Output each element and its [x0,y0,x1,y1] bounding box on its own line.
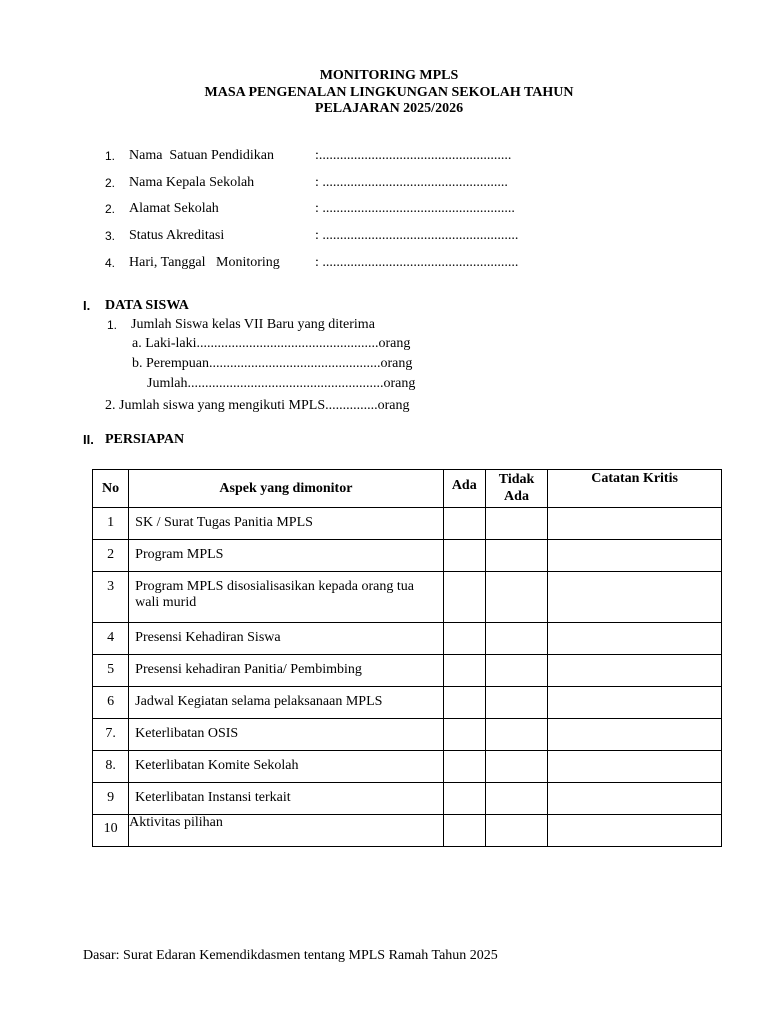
row-aspect: Presensi Kehadiran Siswa [129,623,444,655]
info-label: Hari, Tanggal Monitoring [129,255,280,270]
catatan-cell[interactable] [548,719,722,751]
catatan-cell[interactable] [548,508,722,540]
info-label: Nama Kepala Sekolah [129,175,255,190]
row-number: 8. [93,751,129,783]
ada-cell[interactable] [443,687,485,719]
info-number: 4. [105,256,116,270]
table-header-row [93,470,722,508]
ada-cell[interactable] [443,540,485,572]
column-header-tidak-line2: Ada [504,489,529,504]
tidak-ada-cell[interactable] [485,572,547,623]
tidak-ada-cell[interactable] [485,751,547,783]
info-fill-line[interactable]: : ..................................................... [315,175,508,190]
ada-cell[interactable] [443,719,485,751]
footer-basis-note: Dasar: Surat Edaran Kemendikdasmen tentang MPLS Ramah Tahun 2025 [83,948,498,963]
section-number: II. [83,432,94,447]
info-label: Nama Satuan Pendidikan [129,148,275,163]
catatan-cell[interactable] [548,655,722,687]
ada-cell[interactable] [443,751,485,783]
table-row [93,751,722,783]
tidak-ada-cell[interactable] [485,815,547,847]
table-row [93,655,722,687]
student-count-item [107,316,117,335]
tidak-ada-cell[interactable] [485,719,547,751]
student-count-label: Jumlah Siswa kelas VII Baru yang diterima [131,317,375,332]
catatan-cell[interactable] [548,540,722,572]
column-header-no: No [93,470,129,508]
total-count-line[interactable]: Jumlah........................................................orang [147,376,416,391]
item-number: 1. [107,318,118,332]
monitoring-table [92,469,722,847]
row-number: 1 [93,508,129,540]
catatan-cell[interactable] [548,815,722,847]
tidak-ada-cell[interactable] [485,687,547,719]
section-title: PERSIAPAN [105,432,185,447]
info-number: 2. [105,176,116,190]
row-aspect: Aktivitas pilihan [129,815,444,847]
section-number: I. [83,298,91,313]
row-number: 2 [93,540,129,572]
info-label: Status Akreditasi [129,228,225,243]
ada-cell[interactable] [443,508,485,540]
catatan-cell[interactable] [548,687,722,719]
row-aspect: SK / Surat Tugas Panitia MPLS [129,508,444,540]
row-aspect: Program MPLS disosialisasikan kepada orang tua wali murid [129,572,444,623]
info-number: 3. [105,229,116,243]
catatan-cell[interactable] [548,623,722,655]
column-header-aspek: Aspek yang dimonitor [129,470,444,508]
row-number: 6 [93,687,129,719]
info-label: Alamat Sekolah [129,201,219,216]
tidak-ada-cell[interactable] [485,783,547,815]
row-aspect: Jadwal Kegiatan selama pelaksanaan MPLS [129,687,444,719]
info-fill-line[interactable]: : ........................................................ [315,255,519,270]
section-title: DATA SISWA [105,298,189,313]
table-row [93,687,722,719]
document-subtitle-line2: PELAJARAN 2025/2026 [314,101,464,116]
tidak-ada-cell[interactable] [485,508,547,540]
row-number: 7. [93,719,129,751]
tidak-ada-cell[interactable] [485,655,547,687]
table-row [93,623,722,655]
document-title: MONITORING MPLS [319,68,459,83]
column-header-tidak-ada [485,470,547,508]
row-aspect: Keterlibatan Instansi terkait [129,783,444,815]
row-number: 10 [93,815,129,847]
info-fill-line[interactable]: : ........................................................ [315,228,519,243]
row-number: 9 [93,783,129,815]
ada-cell[interactable] [443,572,485,623]
row-number: 5 [93,655,129,687]
table-row [93,540,722,572]
column-header-catatan: Catatan Kritis [548,470,722,508]
catatan-cell[interactable] [548,783,722,815]
female-count-line[interactable]: b. Perempuan.................................................orang [132,356,413,371]
row-aspect: Keterlibatan Komite Sekolah [129,751,444,783]
column-header-ada: Ada [443,470,485,508]
document-subtitle-line1: MASA PENGENALAN LINGKUNGAN SEKOLAH TAHUN [204,85,574,100]
info-fill-line[interactable]: : ....................................................... [315,201,515,216]
tidak-ada-cell[interactable] [485,540,547,572]
row-number: 4 [93,623,129,655]
table-row [93,783,722,815]
catatan-cell[interactable] [548,572,722,623]
ada-cell[interactable] [443,815,485,847]
ada-cell[interactable] [443,655,485,687]
row-aspect: Presensi kehadiran Panitia/ Pembimbing [129,655,444,687]
table-row [93,815,722,847]
table-row [93,572,722,623]
ada-cell[interactable] [443,623,485,655]
row-aspect: Keterlibatan OSIS [129,719,444,751]
info-number: 2. [105,202,116,216]
mpls-participants-line[interactable]: 2. Jumlah siswa yang mengikuti MPLS...............orang [105,398,410,413]
info-number: 1. [105,149,116,163]
ada-cell[interactable] [443,783,485,815]
table-row [93,719,722,751]
catatan-cell[interactable] [548,751,722,783]
table-row [93,508,722,540]
column-header-tidak-line1: Tidak [498,472,535,487]
row-aspect: Program MPLS [129,540,444,572]
info-fill-line[interactable]: :....................................................... [315,148,512,163]
tidak-ada-cell[interactable] [485,623,547,655]
male-count-line[interactable]: a. Laki-laki....................................................orang [132,336,411,351]
row-number: 3 [93,572,129,623]
